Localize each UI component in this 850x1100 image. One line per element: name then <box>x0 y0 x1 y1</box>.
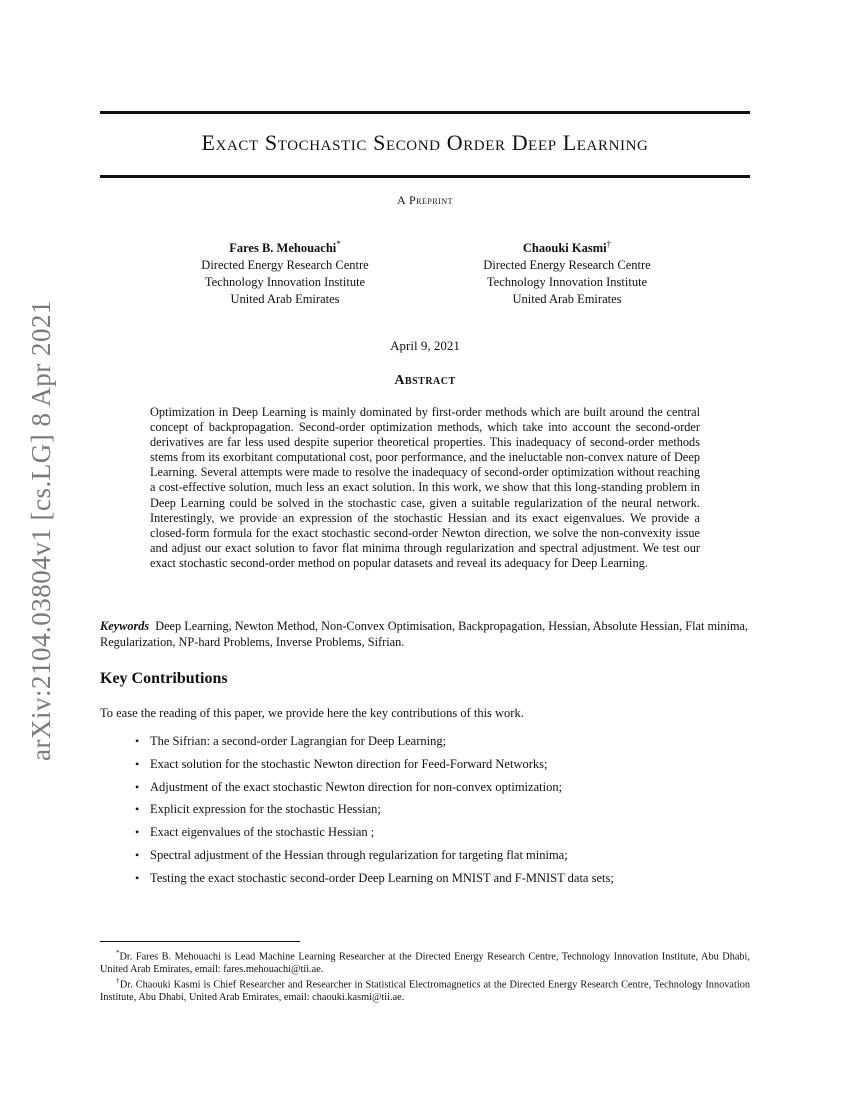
bullet-icon: • <box>135 756 140 771</box>
author-affiliation: Directed Energy Research Centre <box>201 258 369 273</box>
list-item: • Exact solution for the stochastic Newton direction for Feed-Forward Networks; <box>135 756 548 771</box>
keywords-paragraph <box>100 619 750 650</box>
arxiv-identifier-text: arXiv:2104.03804v1 [cs.LG] 8 Apr 2021 <box>26 300 56 761</box>
bullet-icon: • <box>135 802 140 817</box>
intro-text: To ease the reading of this paper, we provide here the key contributions of this work. <box>100 706 524 720</box>
title-top-rule <box>100 111 750 114</box>
author-affiliation: United Arab Emirates <box>230 292 340 307</box>
author-affiliation: Technology Innovation Institute <box>486 275 648 290</box>
contributions-list <box>135 734 750 894</box>
author-name-2: Chaouki Kasmi† <box>522 239 612 256</box>
section-heading: Key Contributions <box>100 670 228 687</box>
author-block-1 <box>170 236 400 308</box>
list-item: • Adjustment of the exact stochastic Newton direction for non-convex optimization; <box>135 779 563 794</box>
bullet-icon: • <box>135 847 140 862</box>
author-affiliation: Technology Innovation Institute <box>204 275 366 290</box>
bullet-icon: • <box>135 734 140 748</box>
list-item: • Spectral adjustment of the Hessian through regularization for targeting flat minima; <box>135 847 568 862</box>
author-affiliation: United Arab Emirates <box>512 292 622 307</box>
paper-date: April 9, 2021 <box>390 338 460 353</box>
title-bottom-rule <box>100 175 750 178</box>
list-item: • Exact eigenvalues of the stochastic Hessian ; <box>135 825 375 840</box>
bullet-icon: • <box>135 825 140 840</box>
bullet-icon: • <box>135 779 140 794</box>
arxiv-identifier <box>20 300 62 770</box>
abstract-text: Optimization in Deep Learning is mainly dominated by first-order methods which are built around the central concept of backpropagation. Second-order optimization methods, which take into account the second-order derivatives are far less used despite superior theoretical properties. This inadequacy of second-order methods stems from its exorbitant computational cost, poor performance, and the ineluctable non-convex nature of Deep Learning. Several attempts were made to resolve the inadequacy of second-order optimization without reaching a cost-effective solution, much less an exact solution. In this work, we show that this long-standing problem in Deep Learning could be solved in the stochastic case, given a suitable regularization of the neural network. Interestingly, we provide an expression of the stochastic Hessian and its exact eigenvalues. We provide a closed-form formula for the exact stochastic second-order Newton direction, we solve the non-convexity issue and adjust our exact solution to favor flat minima through regularization and spectral adjustment. We test our exact stochastic second-order method on popular datasets and reveal its adequacy for Deep Learning. <box>150 405 700 570</box>
abstract-heading: Abstract <box>394 373 456 388</box>
author-affiliation: Directed Energy Research Centre <box>483 258 651 273</box>
list-item: • The Sifrian: a second-order Lagrangian for Deep Learning; <box>135 734 447 748</box>
keywords-text: Deep Learning, Newton Method, Non-Convex Optimisation, Backpropagation, Hessian, Absolute Hessian, Flat minima, Regularization, NP-hard Problems, Inverse Problems, Sifrian. <box>100 619 749 649</box>
author-name-1: Fares B. Mehouachi* <box>229 239 341 256</box>
footnote-rule <box>100 941 300 942</box>
preprint-label: A Preprint <box>396 193 453 207</box>
bullet-icon: • <box>135 870 140 885</box>
list-item: • Explicit expression for the stochastic Hessian; <box>135 802 381 817</box>
footnote-1: *Dr. Fares B. Mehouachi is Lead Machine Learning Researcher at the Directed Energy Research Centre, Technology Innovation Institute, Abu Dhabi, United Arab Emirates, email: fares.mehouachi@tii.ae. <box>100 949 750 976</box>
list-item: • Testing the exact stochastic second-order Deep Learning on MNIST and F-MNIST data sets; <box>135 870 614 885</box>
keywords-label: Keywords <box>100 619 150 633</box>
author-block-2 <box>452 236 682 308</box>
paper-title: Exact Stochastic Second Order Deep Learning <box>201 130 649 155</box>
footnote-2: †Dr. Chaouki Kasmi is Chief Researcher and Researcher in Statistical Electromagnetics at the Directed Energy Research Centre, Technology Innovation Institute, Abu Dhabi, United Arab Emirates, email: chaouki.kasmi@tii.ae. <box>100 977 750 1004</box>
